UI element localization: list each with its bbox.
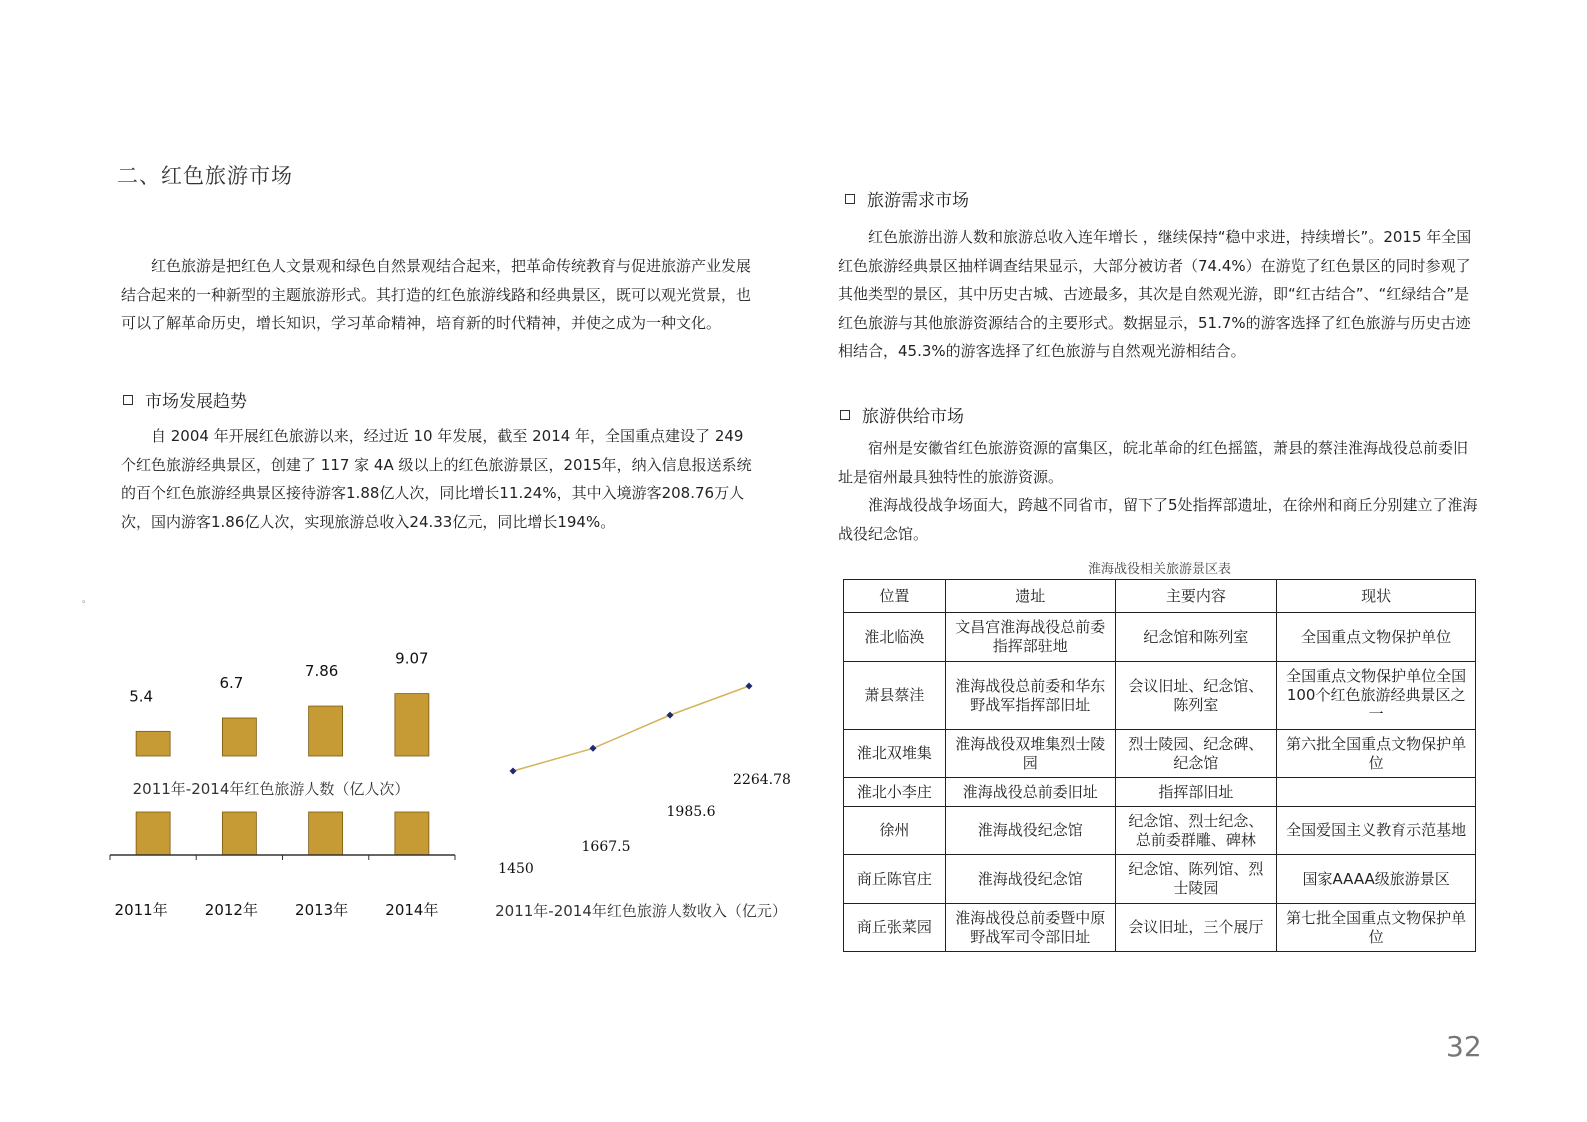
table-cell: 会议旧址，三个展厅 bbox=[1115, 904, 1277, 952]
bar-lower bbox=[222, 812, 256, 855]
bar-upper bbox=[395, 694, 429, 756]
table-cell: 国家AAAA级旅游景区 bbox=[1277, 855, 1476, 904]
table-cell: 淮海战役纪念馆 bbox=[945, 807, 1115, 855]
table-row bbox=[844, 807, 1476, 855]
demand-paragraph: 红色旅游出游人数和旅游总收入连年增长 ，继续保持“稳中求进，持续增长”。2015 年全国红色旅游经典景区抽样调查结果显示，大部分被访者（74.4%）在游览了红色景区的同时参观了其他类型的景区，其中历史古城、古迹最多，其次是自然观光游，即“红古结合”、“红绿结合”是红色旅游与其他旅游资源结合的主要形式。数据显示，51.7%的游客选择了红色旅游与历史古迹相结合，45.3%的游客选择了红色旅游与自然观光游相结合。 bbox=[838, 228, 1472, 360]
revenue-point bbox=[746, 683, 753, 690]
revenue-point bbox=[667, 712, 674, 719]
revenue-value-label: 2264.78 bbox=[733, 772, 791, 788]
revenue-marks bbox=[498, 683, 791, 878]
table-cell: 淮北临涣 bbox=[844, 613, 946, 662]
table-header-cell: 现状 bbox=[1277, 580, 1476, 613]
table-cell: 纪念馆、陈列馆、烈士陵园 bbox=[1115, 855, 1277, 904]
trend-heading-label: 市场发展趋势 bbox=[145, 392, 247, 412]
stray-mark: 。 bbox=[82, 595, 92, 605]
bar-upper bbox=[136, 731, 170, 756]
bar-marks bbox=[129, 650, 429, 855]
line-chart-title: 2011年-2014年红色旅游人数收入（亿元） bbox=[495, 902, 787, 920]
table-title: 淮海战役相关旅游景区表 bbox=[1087, 562, 1231, 577]
table-cell bbox=[1277, 778, 1476, 807]
bar-value-label: 6.7 bbox=[219, 673, 244, 692]
table-cell: 淮海战役双堆集烈士陵园 bbox=[945, 730, 1115, 778]
revenue-line-chart bbox=[480, 660, 810, 930]
revenue-point bbox=[510, 768, 517, 775]
supply-paragraph-2: 淮海战役战争场面大，跨越不同省市，留下了5处指挥部遗址，在徐州和商丘分别建立了淮海战役纪念馆。 bbox=[838, 496, 1478, 543]
table-cell: 淮北双堆集 bbox=[844, 730, 946, 778]
table-cell: 萧县蔡洼 bbox=[844, 662, 946, 730]
table-cell: 淮海战役总前委暨中原野战军司令部旧址 bbox=[945, 904, 1115, 952]
page-number: 32 bbox=[1446, 1030, 1482, 1063]
table-cell: 会议旧址、纪念馆、陈列室 bbox=[1115, 662, 1277, 730]
square-bullet-icon bbox=[123, 395, 133, 405]
bar-lower bbox=[309, 812, 343, 855]
supply-paragraph-1: 宿州是安徽省红色旅游资源的富集区，皖北革命的红色摇篮，萧县的蔡洼淮海战役总前委旧址是宿州最具独特性的旅游资源。 bbox=[838, 439, 1469, 486]
revenue-point bbox=[590, 745, 597, 752]
revenue-value-label: 1450 bbox=[498, 861, 534, 877]
table-cell: 第六批全国重点文物保护单位 bbox=[1277, 730, 1476, 778]
demand-heading-label: 旅游需求市场 bbox=[867, 191, 969, 211]
visitors-bar-chart bbox=[95, 615, 475, 935]
table-cell: 全国爱国主义教育示范基地 bbox=[1277, 807, 1476, 855]
revenue-value-label: 1985.6 bbox=[666, 804, 716, 820]
bar-lower bbox=[395, 812, 429, 855]
bar-upper bbox=[222, 718, 256, 756]
section-title: 二、红色旅游市场 bbox=[117, 164, 293, 188]
supply-body bbox=[838, 434, 1480, 548]
table-row bbox=[844, 855, 1476, 904]
bar-lower bbox=[136, 812, 170, 855]
table-cell: 淮海战役总前委和华东野战军指挥部旧址 bbox=[945, 662, 1115, 730]
table-cell: 纪念馆和陈列室 bbox=[1115, 613, 1277, 662]
table-cell: 徐州 bbox=[844, 807, 946, 855]
table-header-cell: 遗址 bbox=[945, 580, 1115, 613]
supply-heading bbox=[840, 402, 964, 427]
bar-value-label: 5.4 bbox=[129, 687, 154, 706]
table-cell: 全国重点文物保护单位全国100个红色旅游经典景区之一 bbox=[1277, 662, 1476, 730]
bar-category-label: 2014年 bbox=[385, 901, 439, 919]
trend-heading bbox=[123, 387, 247, 412]
demand-heading bbox=[845, 186, 969, 211]
table-cell: 指挥部旧址 bbox=[1115, 778, 1277, 807]
revenue-value-label: 1667.5 bbox=[581, 839, 631, 855]
table-cell: 烈士陵园、纪念碑、纪念馆 bbox=[1115, 730, 1277, 778]
table-cell: 文昌宫淮海战役总前委指挥部驻地 bbox=[945, 613, 1115, 662]
table-cell: 第七批全国重点文物保护单位 bbox=[1277, 904, 1476, 952]
table-row bbox=[844, 613, 1476, 662]
intro-paragraph: 红色旅游是把红色人文景观和绿色自然景观结合起来，把革命传统教育与促进旅游产业发展结合起来的一种新型的主题旅游形式。其打造的红色旅游线路和经典景区，既可以观光赏景，也可以了解革命历史，增长知识，学习革命精神，培育新的时代精神，并使之成为一种文化。 bbox=[121, 257, 752, 332]
table-header-cell: 主要内容 bbox=[1115, 580, 1277, 613]
table-cell: 纪念馆、烈士纪念、总前委群雕、碑林 bbox=[1115, 807, 1277, 855]
table-cell: 淮海战役总前委旧址 bbox=[945, 778, 1115, 807]
table-cell: 淮海战役纪念馆 bbox=[945, 855, 1115, 904]
bar-category-label: 2012年 bbox=[204, 901, 258, 919]
table-row bbox=[844, 662, 1476, 730]
table-cell: 淮北小李庄 bbox=[844, 778, 946, 807]
square-bullet-icon bbox=[845, 194, 855, 204]
bar-upper bbox=[309, 706, 343, 756]
bar-value-label: 9.07 bbox=[395, 649, 429, 668]
table-header-cell: 位置 bbox=[844, 580, 946, 613]
table-row bbox=[844, 778, 1476, 807]
bar-chart-title: 2011年-2014年红色旅游人数（亿人次） bbox=[132, 780, 410, 798]
table-cell: 商丘陈官庄 bbox=[844, 855, 946, 904]
table-header-row bbox=[844, 580, 1476, 613]
square-bullet-icon bbox=[840, 410, 850, 420]
bar-value-label: 7.86 bbox=[304, 662, 339, 681]
table-row bbox=[844, 730, 1476, 778]
bar-category-label: 2013年 bbox=[295, 901, 349, 919]
scenic-spots-table bbox=[843, 579, 1476, 952]
table-cell: 全国重点文物保护单位 bbox=[1277, 613, 1476, 662]
table-row bbox=[844, 904, 1476, 952]
table-cell: 商丘张菜园 bbox=[844, 904, 946, 952]
supply-heading-label: 旅游供给市场 bbox=[862, 407, 964, 427]
bar-category-label: 2011年 bbox=[114, 901, 168, 919]
trend-paragraph: 自 2004 年开展红色旅游以来，经过近 10 年发展，截至 2014 年，全国重点建设了 249 个红色旅游经典景区，创建了 117 家 4A 级以上的红色旅游景区，2015年，纳入信息报送系统的百个红色旅游经典景区接待游客1.88亿人次，同比增长11.24%，其中入境游客208.76万人次，国内游客1.86亿人次，实现旅游总收入24.33亿元，同比增长194%。 bbox=[121, 427, 752, 531]
revenue-series-line bbox=[513, 686, 749, 771]
bar-category-labels bbox=[115, 901, 439, 919]
